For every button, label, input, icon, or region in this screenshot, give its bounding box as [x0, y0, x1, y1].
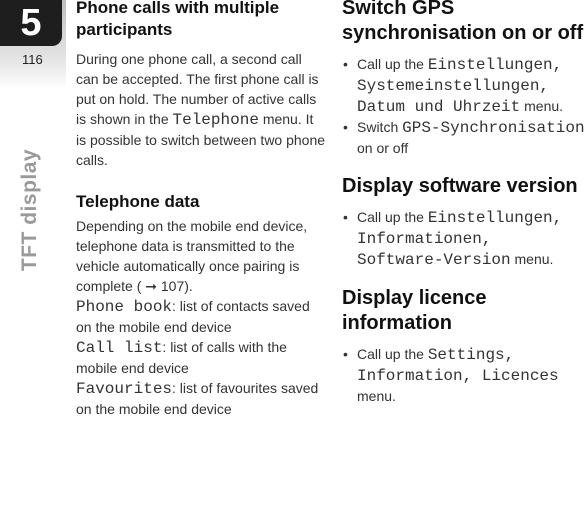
text: Call up the	[357, 56, 424, 72]
left-column	[76, 0, 326, 419]
text: : list of calls with the mobile end device	[76, 339, 287, 376]
list-item	[342, 207, 586, 270]
list-licence-information	[342, 344, 586, 406]
chapter-sidebar	[0, 0, 66, 518]
text: : list of favourites saved on the mobile end device	[76, 380, 319, 417]
paragraph-multiple-participants	[76, 49, 326, 170]
text: : list of contacts saved on the mobile end device	[76, 298, 310, 335]
text: Call up the	[357, 209, 424, 225]
list-item	[342, 54, 586, 117]
heading-software-version: Display software version	[342, 175, 578, 197]
item-phone-book	[76, 296, 326, 337]
term-telephone: Telephone	[172, 111, 259, 129]
heading-gps-synchronisation: Switch GPS synchronisation on or off	[342, 0, 584, 44]
text: Depending on the mobile end device, telephone data is transmitted to the vehicle automatically once pairing is complete	[76, 218, 308, 294]
text: menu.	[524, 98, 564, 114]
heading-multiple-participants: Phone calls with multiple participants	[76, 0, 280, 39]
text: on or off	[357, 140, 409, 156]
paragraph-telephone-data	[76, 216, 326, 296]
section-title-vertical: TFT display	[18, 148, 41, 272]
page-reference: ( ➞ 107).	[136, 278, 193, 294]
right-column	[342, 0, 586, 406]
menu-path: GPS-Synchronisation	[402, 119, 585, 137]
term-favourites: Favourites	[76, 380, 173, 398]
term-phone-book: Phone book	[76, 298, 173, 316]
page-number: 116	[22, 52, 43, 67]
menu-path: Settings, Information, Licences	[357, 346, 559, 385]
chapter-number-tab: 5	[0, 0, 62, 46]
menu-path: Einstellungen, Informationen, Software-Version	[357, 209, 563, 269]
list-item	[342, 117, 586, 158]
heading-licence-information: Display licence information	[342, 287, 487, 334]
text: menu.	[514, 251, 554, 267]
text: menu.	[357, 388, 396, 404]
text: Call up the	[357, 346, 424, 362]
text: Switch	[357, 119, 399, 135]
term-call-list: Call list	[76, 339, 163, 357]
item-call-list	[76, 337, 326, 378]
text: During one phone call, a second call can be accepted. The first phone call is put on hold. The number of active calls is shown in the	[76, 51, 319, 127]
menu-path: Einstellungen, Systemeinstellungen, Datum und Uhrzeit	[357, 56, 563, 116]
text: menu. It is possible to switch between two phone calls.	[76, 111, 326, 168]
list-software-version	[342, 207, 586, 270]
list-item	[342, 344, 586, 406]
list-gps-synchronisation	[342, 54, 586, 158]
item-favourites	[76, 378, 326, 419]
heading-telephone-data: Telephone data	[76, 192, 200, 211]
